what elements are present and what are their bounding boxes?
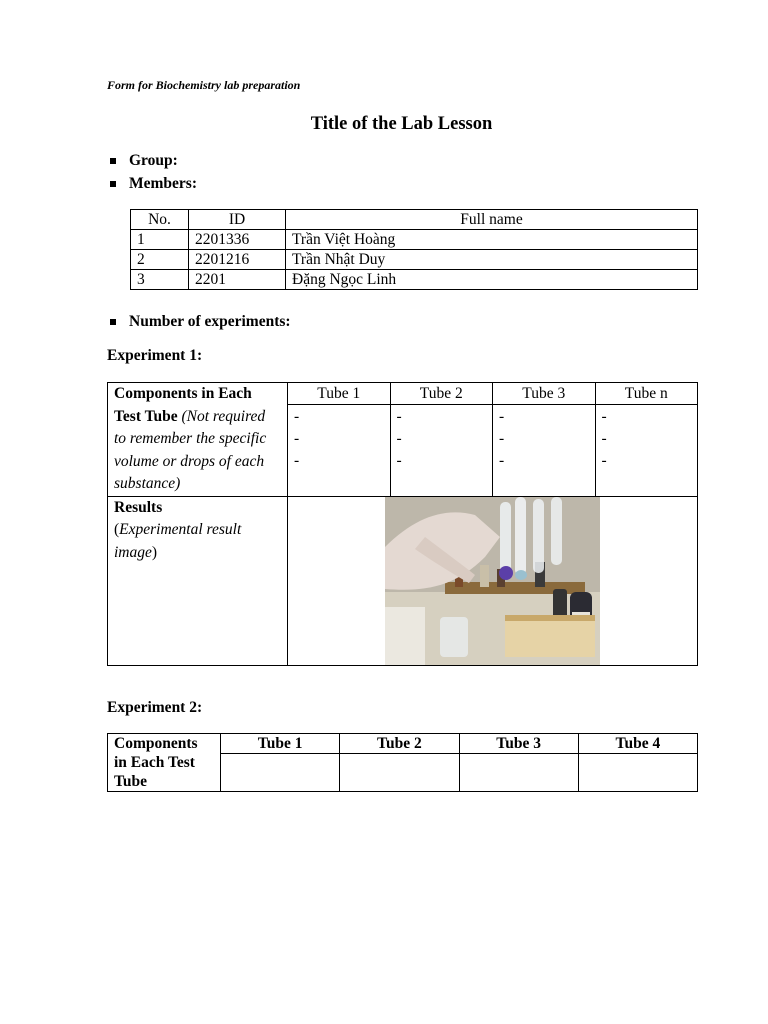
member-name: Trần Việt Hoàng bbox=[286, 230, 698, 250]
header-full-name: Full name bbox=[286, 210, 698, 230]
results-open: ( bbox=[114, 521, 120, 538]
dash-item: - bbox=[396, 408, 402, 425]
info-list bbox=[107, 152, 197, 198]
exp2-header-row bbox=[108, 734, 698, 754]
tube-contents bbox=[390, 405, 493, 497]
tube-header: Tube 1 bbox=[288, 383, 391, 405]
table-row bbox=[131, 230, 698, 250]
tube-contents bbox=[578, 754, 697, 792]
tube-header: Tube 2 bbox=[340, 734, 459, 754]
dash-item: - bbox=[294, 452, 300, 469]
form-label: Form for Biochemistry lab preparation bbox=[107, 78, 301, 92]
members-label: Members: bbox=[107, 175, 197, 198]
experiments-count-label: Number of experiments: bbox=[107, 313, 291, 331]
tube-header: Tube 2 bbox=[390, 383, 493, 405]
tube-header: Tube 1 bbox=[221, 734, 340, 754]
members-header-row bbox=[131, 210, 698, 230]
tube-header: Tube 4 bbox=[578, 734, 697, 754]
results-cell bbox=[108, 496, 288, 665]
dash-item: - bbox=[396, 452, 402, 469]
dash-item: - bbox=[499, 452, 505, 469]
lesson-title: Title of the Lab Lesson bbox=[310, 114, 493, 134]
dash-item: - bbox=[396, 430, 402, 447]
dash-item: - bbox=[601, 430, 607, 447]
lab-photo-illustration bbox=[385, 497, 600, 665]
exp2-components-label: Components in Each Test Tube bbox=[108, 734, 221, 792]
member-no: 2 bbox=[131, 250, 189, 270]
table-row bbox=[131, 250, 698, 270]
member-name: Trần Nhật Duy bbox=[286, 250, 698, 270]
results-close: ) bbox=[151, 543, 158, 561]
experimental-result-photo bbox=[385, 497, 600, 665]
experiment-1-table bbox=[107, 382, 698, 666]
member-id: 2201336 bbox=[189, 230, 286, 250]
dash-item: - bbox=[294, 408, 300, 425]
experiments-count-list bbox=[107, 313, 291, 331]
member-name: Đặng Ngọc Linh bbox=[286, 270, 698, 290]
tube-contents bbox=[221, 754, 340, 792]
dash-item: - bbox=[499, 430, 505, 447]
header-no: No. bbox=[131, 210, 189, 230]
tube-contents bbox=[595, 405, 698, 497]
tube-contents bbox=[340, 754, 459, 792]
experiment-2-table bbox=[107, 733, 698, 792]
components-label: Components in Each Test Tube bbox=[114, 385, 252, 425]
tube-contents bbox=[493, 405, 596, 497]
tube-header: Tube 3 bbox=[493, 383, 596, 405]
dash-item: - bbox=[499, 408, 505, 425]
dash-item: - bbox=[294, 430, 300, 447]
results-label: Results bbox=[114, 498, 163, 516]
member-no: 1 bbox=[131, 230, 189, 250]
results-image-cell bbox=[288, 496, 698, 665]
exp1-header-row bbox=[108, 383, 698, 405]
header-id: ID bbox=[189, 210, 286, 230]
member-id: 2201 bbox=[189, 270, 286, 290]
dash-item: - bbox=[601, 408, 607, 425]
dash-item: - bbox=[601, 452, 607, 469]
experiment-1-heading: Experiment 1: bbox=[107, 347, 203, 364]
member-id: 2201216 bbox=[189, 250, 286, 270]
tube-contents bbox=[288, 405, 391, 497]
components-note: (Not required to remember the specific volume or drops of each substance) bbox=[114, 407, 267, 492]
tube-contents bbox=[459, 754, 578, 792]
member-no: 3 bbox=[131, 270, 189, 290]
tube-header: Tube 3 bbox=[459, 734, 578, 754]
exp1-results-row bbox=[108, 496, 698, 665]
experiment-2-heading: Experiment 2: bbox=[107, 699, 203, 716]
group-label: Group: bbox=[107, 152, 197, 175]
table-row bbox=[131, 270, 698, 290]
members-table bbox=[130, 209, 698, 290]
results-note: Experimental result image bbox=[114, 521, 242, 561]
tube-header: Tube n bbox=[595, 383, 698, 405]
components-cell bbox=[108, 383, 288, 497]
